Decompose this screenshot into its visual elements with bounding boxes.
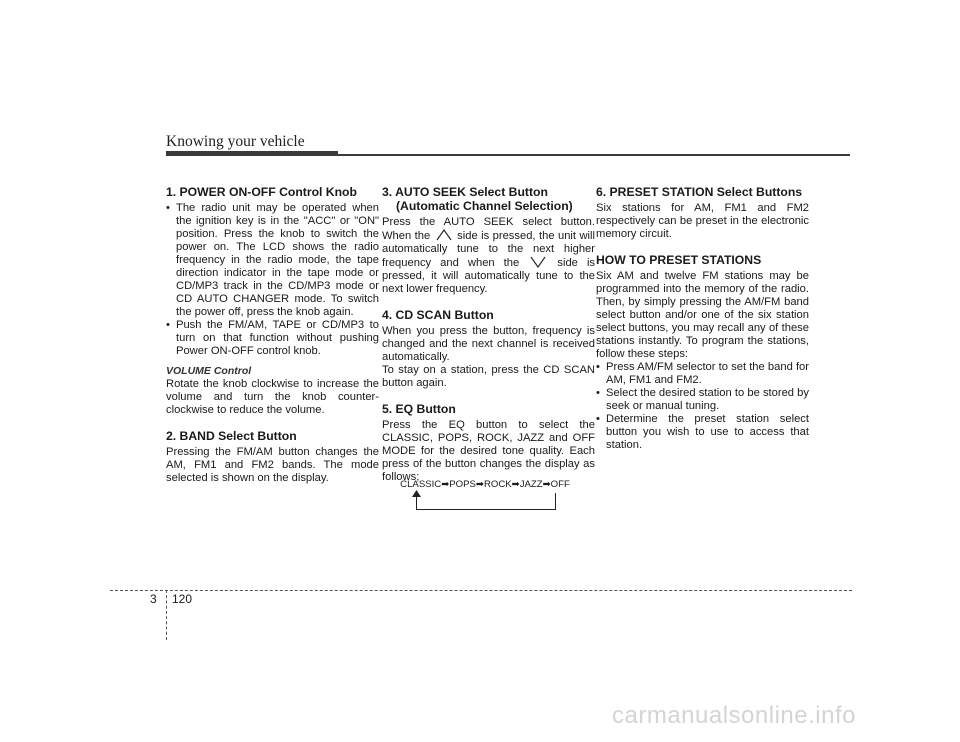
how-to-preset-text: Six AM and twelve FM stations may be programmed into the memory of the radio. Then, by simply pressing the AM/FM band select button and/or one of the six station select buttons, you may recall any of these stations instantly. To program the stations, follow these steps: [596, 270, 809, 360]
section-preset-title: 6. PRESET STATION Select Buttons [596, 185, 803, 199]
section-autoseek-title: 3. AUTO SEEK Select Button (Automatic Channel Selection) [382, 185, 573, 213]
column-3 [596, 185, 809, 452]
watermark: carmanualsonline.info [612, 702, 856, 729]
header-rule-thin [338, 154, 850, 156]
preset-step-2: • Select the desired station to be stored by seek or manual tuning. [596, 387, 809, 413]
footer-chapter-number: 3 [150, 592, 157, 606]
footer-divider [166, 590, 167, 640]
autoseek-text [382, 216, 595, 296]
autoseek-text-part2: side is pressed, the unit will automatically tune to the next higher frequency and when the [382, 230, 596, 269]
seek-up-icon [434, 229, 454, 241]
eq-cycle-diagram [390, 479, 580, 513]
autoseek-text-part3: side is pressed, it will automatically tune to the next lower frequency. [382, 257, 596, 295]
section-power-title: 1. POWER ON-OFF Control Knob [166, 185, 357, 199]
eq-text: Press the EQ button to select the CLASSIC, POPS, ROCK, JAZZ and OFF MODE for the desired tone quality. Each press of the button changes the display as follows; [382, 419, 595, 483]
section-band-title: 2. BAND Select Button [166, 429, 297, 443]
volume-subtitle: VOLUME Control [166, 365, 252, 377]
power-list [166, 202, 379, 358]
autoseek-text-part1: Press the AUTO SEEK select button. When the [382, 216, 595, 242]
preset-step-3: • Determine the preset station select button you wish to use to access that station. [596, 413, 809, 452]
footer-rule [110, 590, 852, 591]
eq-return-line-right [555, 493, 556, 510]
page-header-title: Knowing your vehicle [166, 133, 305, 150]
preset-text: Six stations for AM, FM1 and FM2 respectively can be preset in the electronic memory circuit. [596, 202, 809, 240]
section-eq-title: 5. EQ Button [382, 402, 456, 416]
band-text: Pressing the FM/AM button changes the AM, FM1 and FM2 bands. The mode selected is shown on the display. [166, 446, 379, 484]
section-cdscan-title: 4. CD SCAN Button [382, 308, 494, 322]
power-bullet-1: • The radio unit may be operated when the ignition key is in the "ACC" or "ON" position. Press the knob to switch the power on. The LCD shows the radio frequency in the radio mode, the tape direction indicator in the tape mode or CD/MP3 track in the CD/MP3 mode or CD AUTO CHANGER mode. To switch the power off, press the knob again. [166, 202, 379, 319]
column-2 [382, 185, 595, 484]
eq-return-arrowhead-icon [412, 490, 421, 497]
column-1 [166, 185, 379, 485]
cdscan-text-1: When you press the button, frequency is changed and the next channel is received automatically. [382, 325, 595, 363]
eq-sequence-label: CLASSIC➡POPS➡ROCK➡JAZZ➡OFF [400, 479, 570, 490]
preset-step-1: • Press AM/FM selector to set the band for AM, FM1 and FM2. [596, 361, 809, 387]
eq-return-line-bottom [416, 509, 556, 510]
volume-text: Rotate the knob clockwise to increase the volume and turn the knob counter-clockwise to reduce the volume. [166, 378, 379, 416]
preset-steps-list [596, 361, 809, 452]
header-rule-thick [166, 151, 338, 156]
cdscan-text-2: To stay on a station, press the CD SCAN button again. [382, 364, 595, 389]
section-how-to-preset-title: HOW TO PRESET STATIONS [596, 253, 762, 267]
seek-down-icon [528, 256, 548, 268]
power-bullet-2: • Push the FM/AM, TAPE or CD/MP3 to turn on that function without pushing Power ON-OFF control knob. [166, 319, 379, 358]
footer-page-number: 120 [172, 592, 193, 606]
